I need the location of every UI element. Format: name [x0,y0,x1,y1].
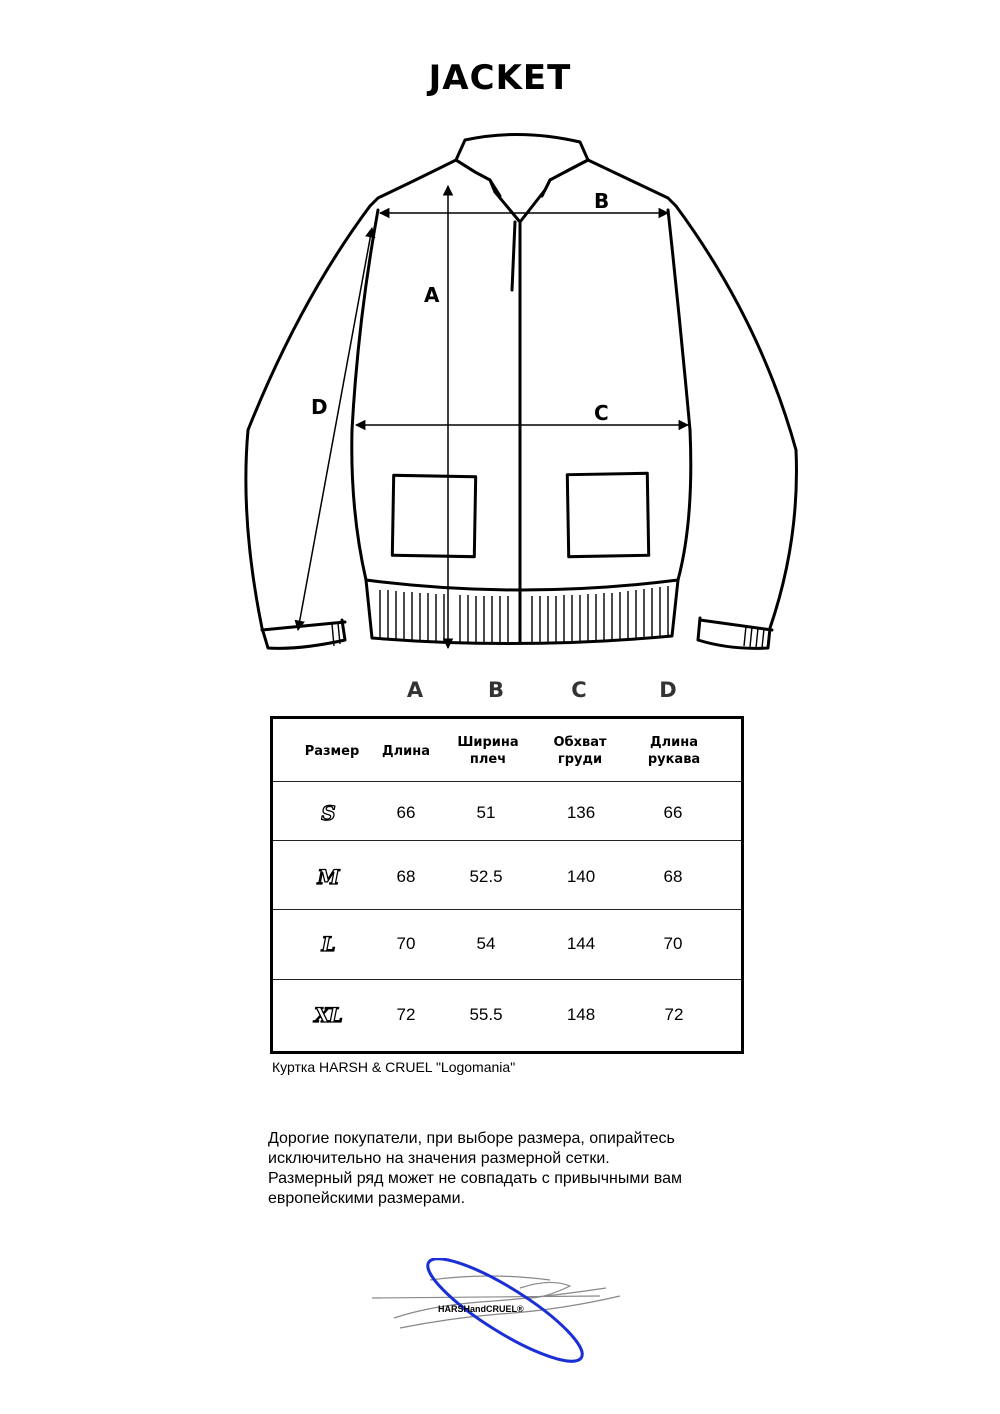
cell-shoulders: 51 [476,803,496,822]
cell-shoulders: 54 [476,934,496,953]
jacket-diagram [0,120,1000,660]
label-c: C [594,401,609,425]
cell-length: 68 [396,867,416,886]
size-m: M [317,865,339,889]
row-divider [273,781,741,782]
header-shoulders-line2: плеч [469,752,507,767]
cell-length: 72 [396,1005,416,1024]
header-sleeve-line2: рукава [647,752,701,767]
header-length-label: Длина [382,743,430,759]
size-l: L [321,932,335,956]
header-chest-line1: Обхват [553,735,607,750]
label-b: B [594,189,610,213]
cell-sleeve: 72 [664,1005,684,1024]
cell-length: 70 [396,934,416,953]
cell-chest: 140 [566,867,596,886]
header-sleeve [619,719,729,783]
logo-text: HARSHandCRUEL® [438,1304,524,1314]
column-letter-c: C [571,678,587,702]
cell-chest: 144 [566,934,596,953]
column-letter-a: A [406,678,424,702]
label-d: D [311,395,328,419]
header-sleeve-line1: Длина [650,735,698,750]
cell-chest: 148 [566,1005,596,1024]
header-size-label: Размер [304,743,360,759]
cell-shoulders: 55.5 [469,1005,503,1024]
jacket-outline [246,134,797,648]
note-line: Дорогие покупатели, при выборе размера, опирайтесь [268,1130,675,1147]
size-table [270,716,744,1054]
brand-logo [370,1258,640,1368]
cell-chest: 136 [566,803,596,822]
measure-d-line [298,228,372,630]
cell-sleeve: 70 [663,934,683,953]
measurement-lines [298,186,688,648]
label-a: A [424,283,440,307]
header-chest-line2: груди [557,752,603,767]
cell-length: 66 [396,803,416,822]
size-s: S [321,801,335,825]
cell-shoulders: 52.5 [469,867,503,886]
product-caption: Куртка HARSH & CRUEL "Logomania" [272,1059,516,1075]
cell-sleeve: 66 [663,803,683,822]
header-shoulders-line1: Ширина [457,735,519,750]
size-note [268,1129,728,1209]
column-letter-b: B [487,678,505,702]
note-line: Размерный ряд может не совпадать с привычными вам [268,1170,682,1187]
page-title: JACKET [428,58,572,98]
logo-swooshes [372,1276,620,1328]
row-divider [273,979,741,980]
cell-sleeve: 68 [663,867,683,886]
note-line: европейскими размерами. [268,1190,466,1207]
size-xl: XL [314,1003,342,1027]
column-letter-d: D [659,678,677,702]
row-divider [273,909,741,910]
note-line: исключительно на значения размерной сетки. [268,1150,610,1167]
row-divider [273,840,741,841]
